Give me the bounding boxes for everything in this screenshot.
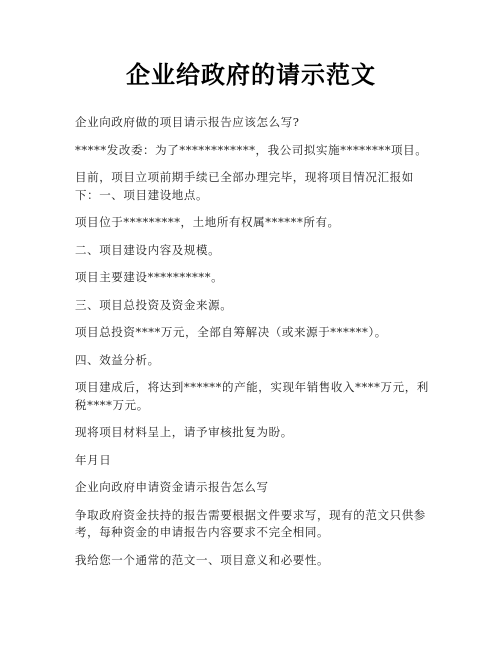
paragraph-investment: 项目总投资****万元，全部自筹解决（或来源于******）。	[75, 325, 387, 339]
paragraph-date: 年月日	[75, 452, 112, 467]
paragraph-salutation: *****发改委：为了************，我公司拟实施********项目。	[75, 142, 428, 157]
paragraph-question: 企业向政府做的项目请示报告应该怎么写?	[75, 115, 300, 129]
paragraph-subheading: 企业向政府申请资金请示报告怎么写	[75, 480, 269, 494]
section-heading-benefit: 四、效益分析。	[75, 352, 160, 367]
paragraph-template-intro: 我给您一个通常的范文一、项目意义和必要性。	[75, 552, 330, 567]
document-title: 企业给政府的请示范文	[126, 60, 376, 89]
section-heading-investment: 三、项目总投资及资金来源。	[75, 297, 233, 312]
paragraph-status: 目前，项目立项前期手续已全部办理完毕，现将项目情况汇报如下：一、项目建设地点。	[75, 170, 414, 202]
paragraph-benefit: 项目建成后，将达到******的产能，实现年销售收入****万元，利税****万元。	[75, 380, 429, 412]
paragraph-request: 现将项目材料呈上，请予审核批复为盼。	[75, 425, 293, 439]
paragraph-guidance: 争取政府资金扶持的报告需要根据文件要求写，现有的范文只供参考，每种资金的申请报告内容要求不完全相同。	[75, 507, 426, 539]
document-body	[75, 114, 435, 579]
paragraph-location: 项目位于*********，土地所有权属******所有。	[75, 215, 340, 229]
section-heading-scope: 二、项目建设内容及规模。	[75, 242, 221, 257]
paragraph-scope: 项目主要建设**********。	[75, 270, 224, 284]
